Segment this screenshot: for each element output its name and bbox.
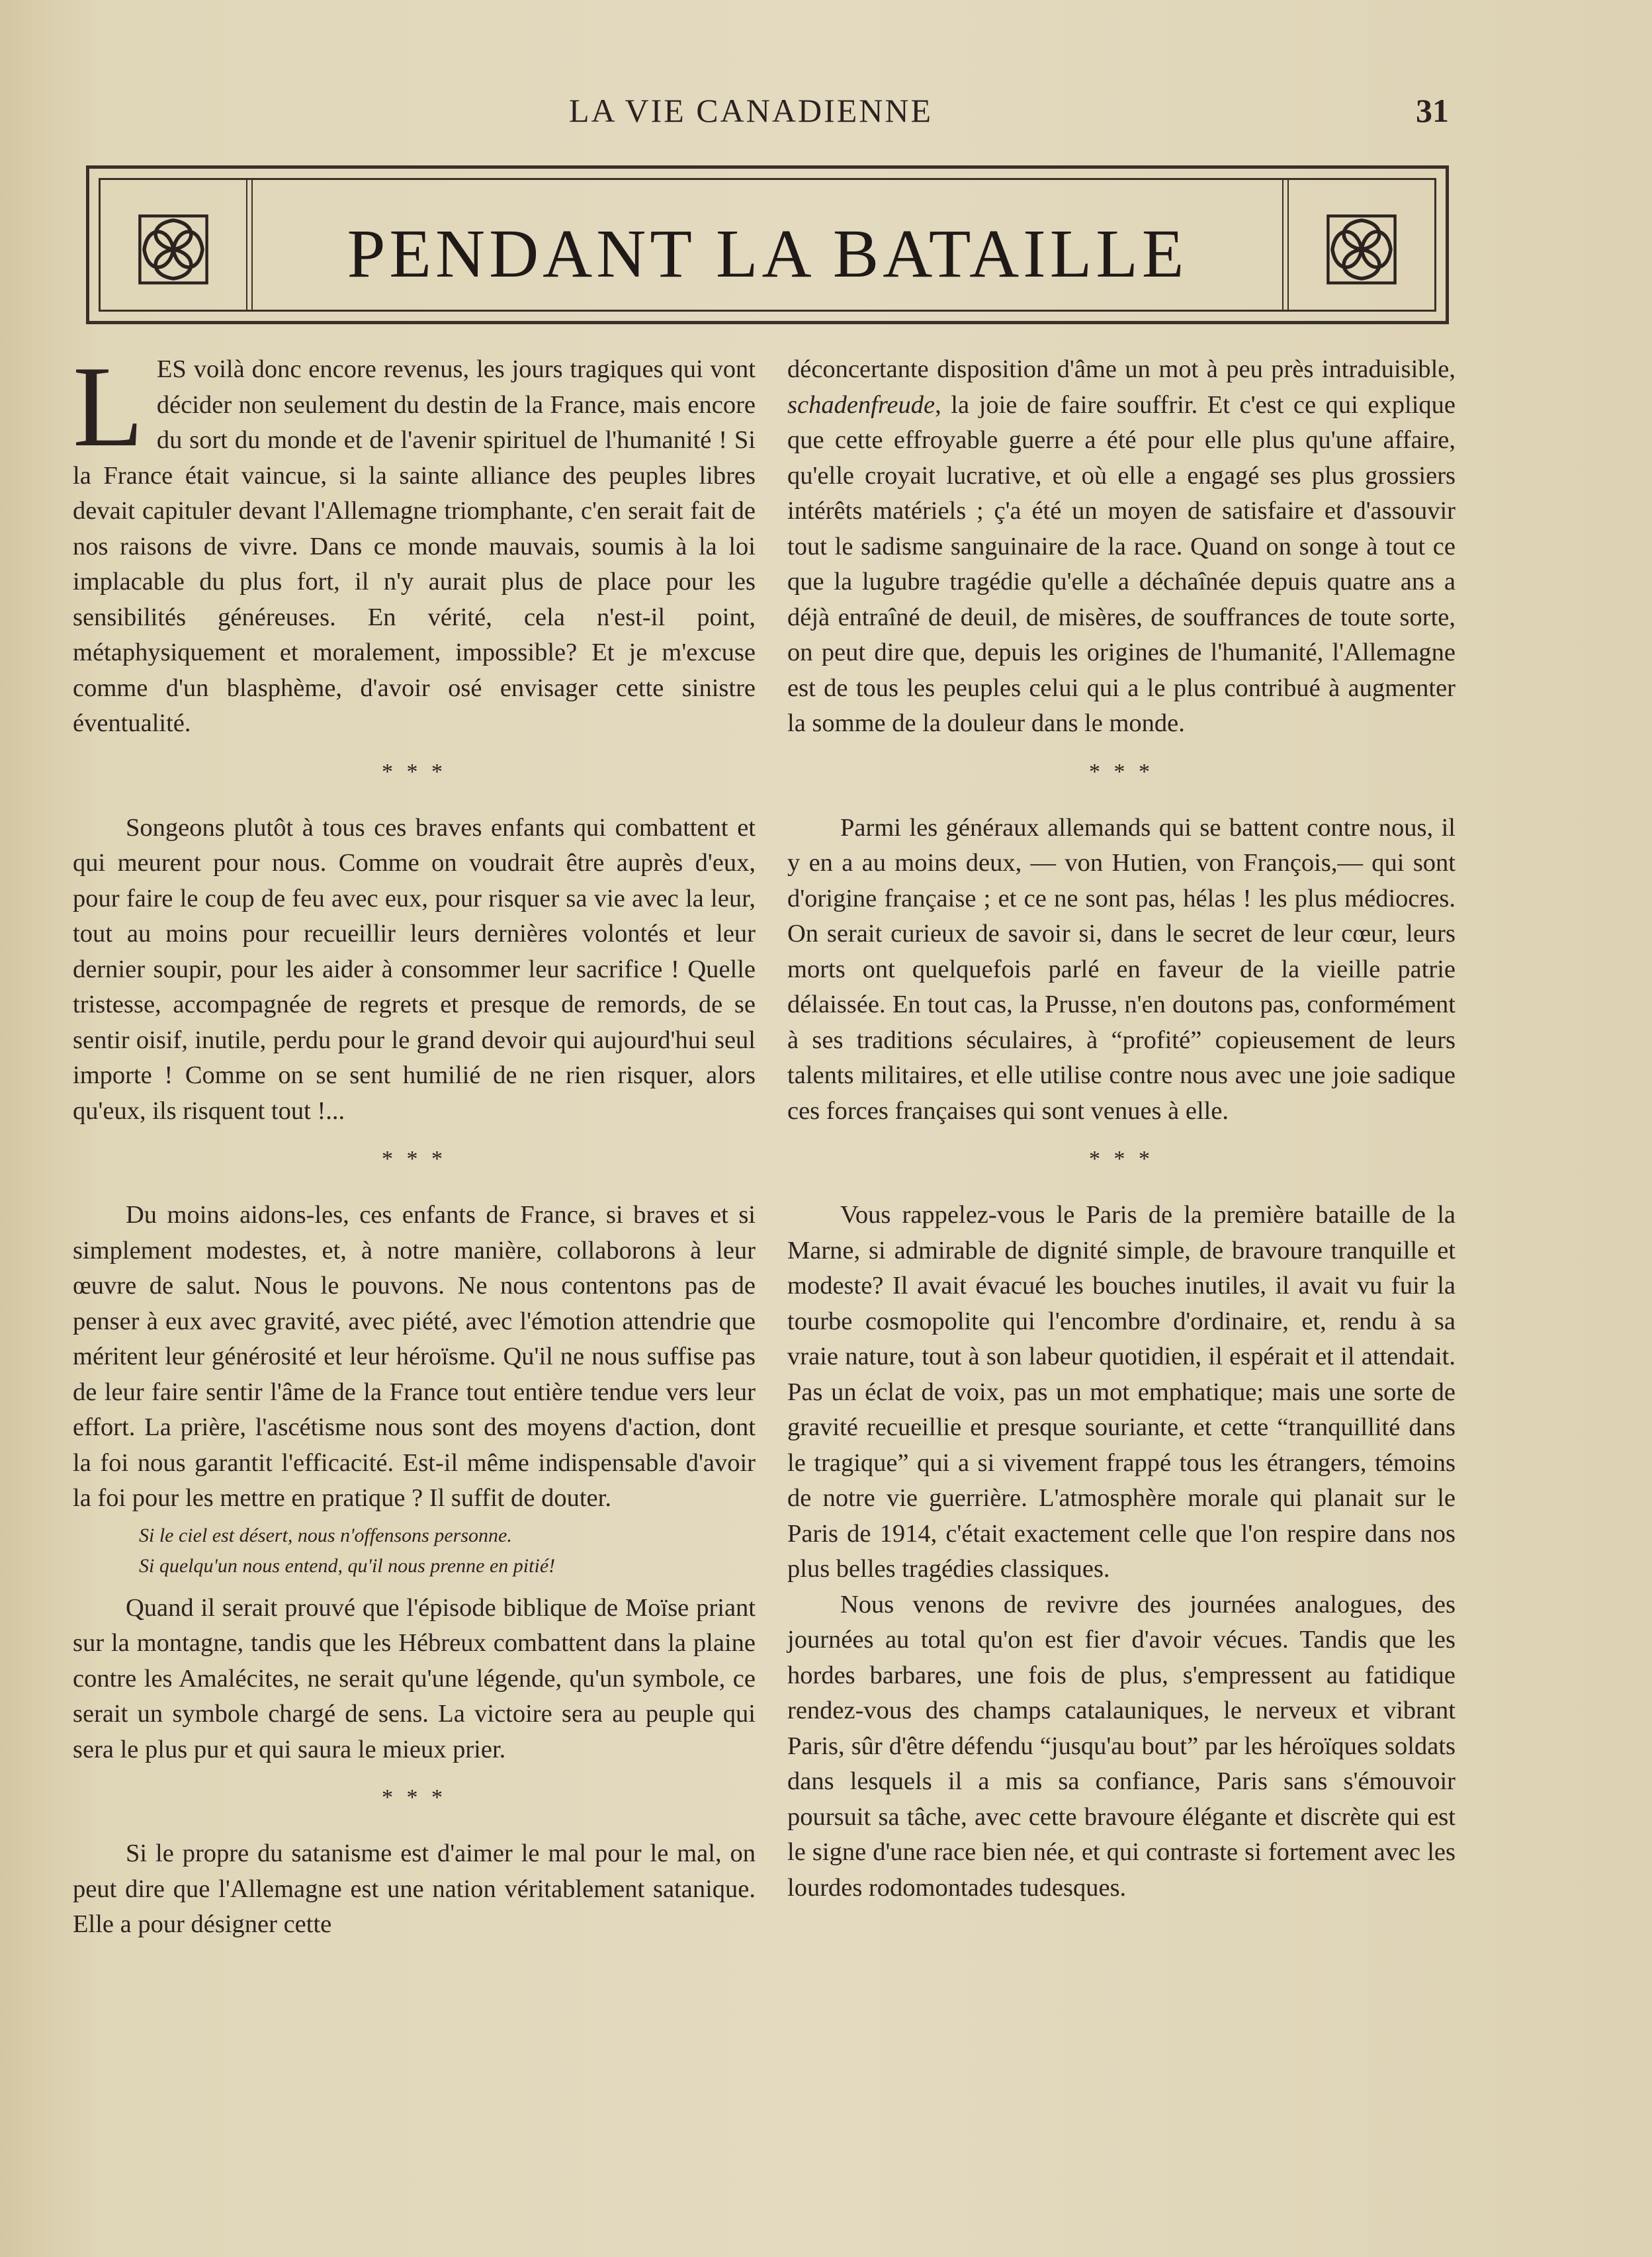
paragraph: Vous rappelez-vous le Paris de la première bataille de la Marne, si admirable de dignité simple, de bravoure tranquille et modeste? Il avait évacué les bouches inutiles, il avait vu fuir la tourbe cosmopolite qui l'encombre d'ordinaire, et, rendu à sa vraie nature, tout à son labeur quotidien, il espérait et il attendait. Pas un éclat de voix, pas un mot emphatique; mais une sorte de gravité recueillie et presque souriante, et cette “tranquillité dans le tragique” qui a si vivement frappé tous les étrangers, témoins de notre vie guerrière. L'atmosphère morale qui planait sur le Paris de 1914, c'était exactement celle que l'on respire dans nos plus belles tragédies classiques. <box>787 1201 1456 1583</box>
quatrefoil-ornament-icon <box>1325 213 1398 286</box>
italic-term: schadenfreude <box>787 390 935 419</box>
banner-divider-right <box>1282 180 1289 310</box>
running-head <box>0 91 1652 131</box>
paragraph: Si le propre du satanisme est d'aimer le mal pour le mal, on peut dire que l'Allemagne est une nation véritablement satanique. Elle a pour désigner cette <box>73 1839 756 1938</box>
section-separator: * * * <box>382 759 447 784</box>
paragraph: déconcertante disposition d'âme un mot à peu près intraduisible, schadenfreude, la joie de faire souffrir. Et c'est ce qui explique que cette effroyable guerre a été pour elle plus qu'une affaire, qu'elle croyait lucrative, et où elle a engagé ses plus grossiers intérêts matériels ; ç'a été un moyen de satisfaire et d'assouvir tout le sadisme sanguinaire de la race. Quand on songe à tout ce que la lugubre tragédie qu'elle a déchaînée depuis quatre ans a déjà entraîné de deuil, de misères, de souffrances de toute sorte, on peut dire que, depuis les origines de l'humanité, l'Allemagne est de tous les peuples celui qui a le plus contribué à augmenter la somme de la douleur dans le monde. <box>787 355 1456 737</box>
running-title: LA VIE CANADIENNE <box>569 92 934 129</box>
banner-inner-frame <box>99 178 1436 312</box>
article-title: PENDANT LA BATAILLE <box>347 216 1188 292</box>
section-separator: * * * <box>382 1147 447 1171</box>
paragraph: LES voilà donc encore revenus, les jours tragiques qui vont décider non seulement du destin de la France, mais encore du sort du monde et de l'avenir spirituel de l'humanité ! Si la France était vaincue, si la sainte alliance des peuples libres devait capituler devant l'Allemagne triomphante, c'en serait fait de nos raisons de vivre. Dans ce monde mauvais, soumis à la loi implacable du plus fort, il n'y aurait plus de place pour les sensibilités généreuses. En vérité, cela n'est-il point, métaphysiquement et moralement, impossible? Et je m'excuse comme d'un blasphème, d'avoir osé envisager cette sinistre éventualité. <box>73 342 756 737</box>
quatrefoil-ornament-icon <box>137 213 210 286</box>
title-banner <box>86 165 1449 324</box>
paragraph: Du moins aidons-les, ces enfants de France, si braves et si simplement modestes, et, à notre manière, collaborons à leur œuvre de salut. Nous le pouvons. Ne nous contentons pas de penser à eux avec gravité, avec piété, avec l'émotion attendrie que méritent leur générosité et leur héroïsme. Qu'il ne nous suffise pas de leur faire sentir l'âme de la France tout entière tendue vers leur effort. La prière, l'ascétisme nous sont des moyens d'action, dont la foi nous garantit l'efficacité. Est-il même indispensable d'avoir la foi pour les mettre en pratique ? Il suffit de douter. <box>73 1201 756 1512</box>
verse-line: Si quelqu'un nous entend, qu'il nous prenne en pitié! <box>139 1554 556 1577</box>
drop-cap: L <box>73 342 144 470</box>
page-number: 31 <box>1416 92 1449 129</box>
left-column <box>73 342 756 1943</box>
verse-line: Si le ciel est désert, nous n'offensons personne. <box>139 1524 512 1546</box>
section-separator: * * * <box>1089 759 1154 784</box>
banner-divider-left <box>246 180 253 310</box>
paragraph: Quand il serait prouvé que l'épisode biblique de Moïse priant sur la montagne, tandis que les Hébreux combattent dans la plaine contre les Amalécites, ne serait qu'une légende, qu'un symbole, ce serait un symbole chargé de sens. La victoire sera au peuple qui sera le plus pur et qui saura le mieux prier. <box>73 1593 756 1763</box>
section-separator: * * * <box>1089 1147 1154 1171</box>
section-separator: * * * <box>382 1785 447 1810</box>
paragraph: Songeons plutôt à tous ces braves enfants qui combattent et qui meurent pour nous. Comme on voudrait être auprès d'eux, pour faire le coup de feu avec eux, pour risquer sa vie avec la leur, tout au moins pour recueillir leurs dernières volontés et leur dernier soupir, pour les aider à consommer leur sacrifice ! Quelle tristesse, accompagnée de regrets et presque de remords, de se sentir oisif, inutile, perdu pour le grand devoir qui aujourd'hui seul importe ! Comme on se sent humilié de ne rien risquer, alors qu'eux, ils risquent tout !... <box>73 813 756 1125</box>
paragraph: Parmi les généraux allemands qui se battent contre nous, il y en a au moins deux, — von Hutien, von François,— qui sont d'origine française ; et ce ne sont pas, hélas ! les plus médiocres. On serait curieux de savoir si, dans le secret de leur cœur, leurs morts ont quelquefois parlé en faveur de la vieille patrie délaissée. En tout cas, la Prusse, n'en doutons pas, conformément à ses traditions séculaires, à “profité” copieusement de leurs talents militaires, et elle utilise contre nous avec une joie sadique ces forces françaises qui sont venues à elle. <box>787 813 1456 1125</box>
paragraph: Nous venons de revivre des journées analogues, des journées au total qu'on est fier d'avoir vécues. Tandis que les hordes barbares, une fois de plus, s'empressent au fatidique rendez-vous des champs catalauniques, le nerveux et vibrant Paris, sûr d'être défendu “jusqu'au bout” par les héroïques soldats dans lesquels il a mis sa confiance, Paris sans s'émouvoir poursuit sa tâche, avec cette bravoure élégante et discrète qui est le signe d'une race bien née, et qui contraste si fortement avec les lourdes rodomontades tudesques. <box>787 1590 1456 1902</box>
verse-quote <box>139 1521 756 1581</box>
right-column <box>787 352 1456 1906</box>
